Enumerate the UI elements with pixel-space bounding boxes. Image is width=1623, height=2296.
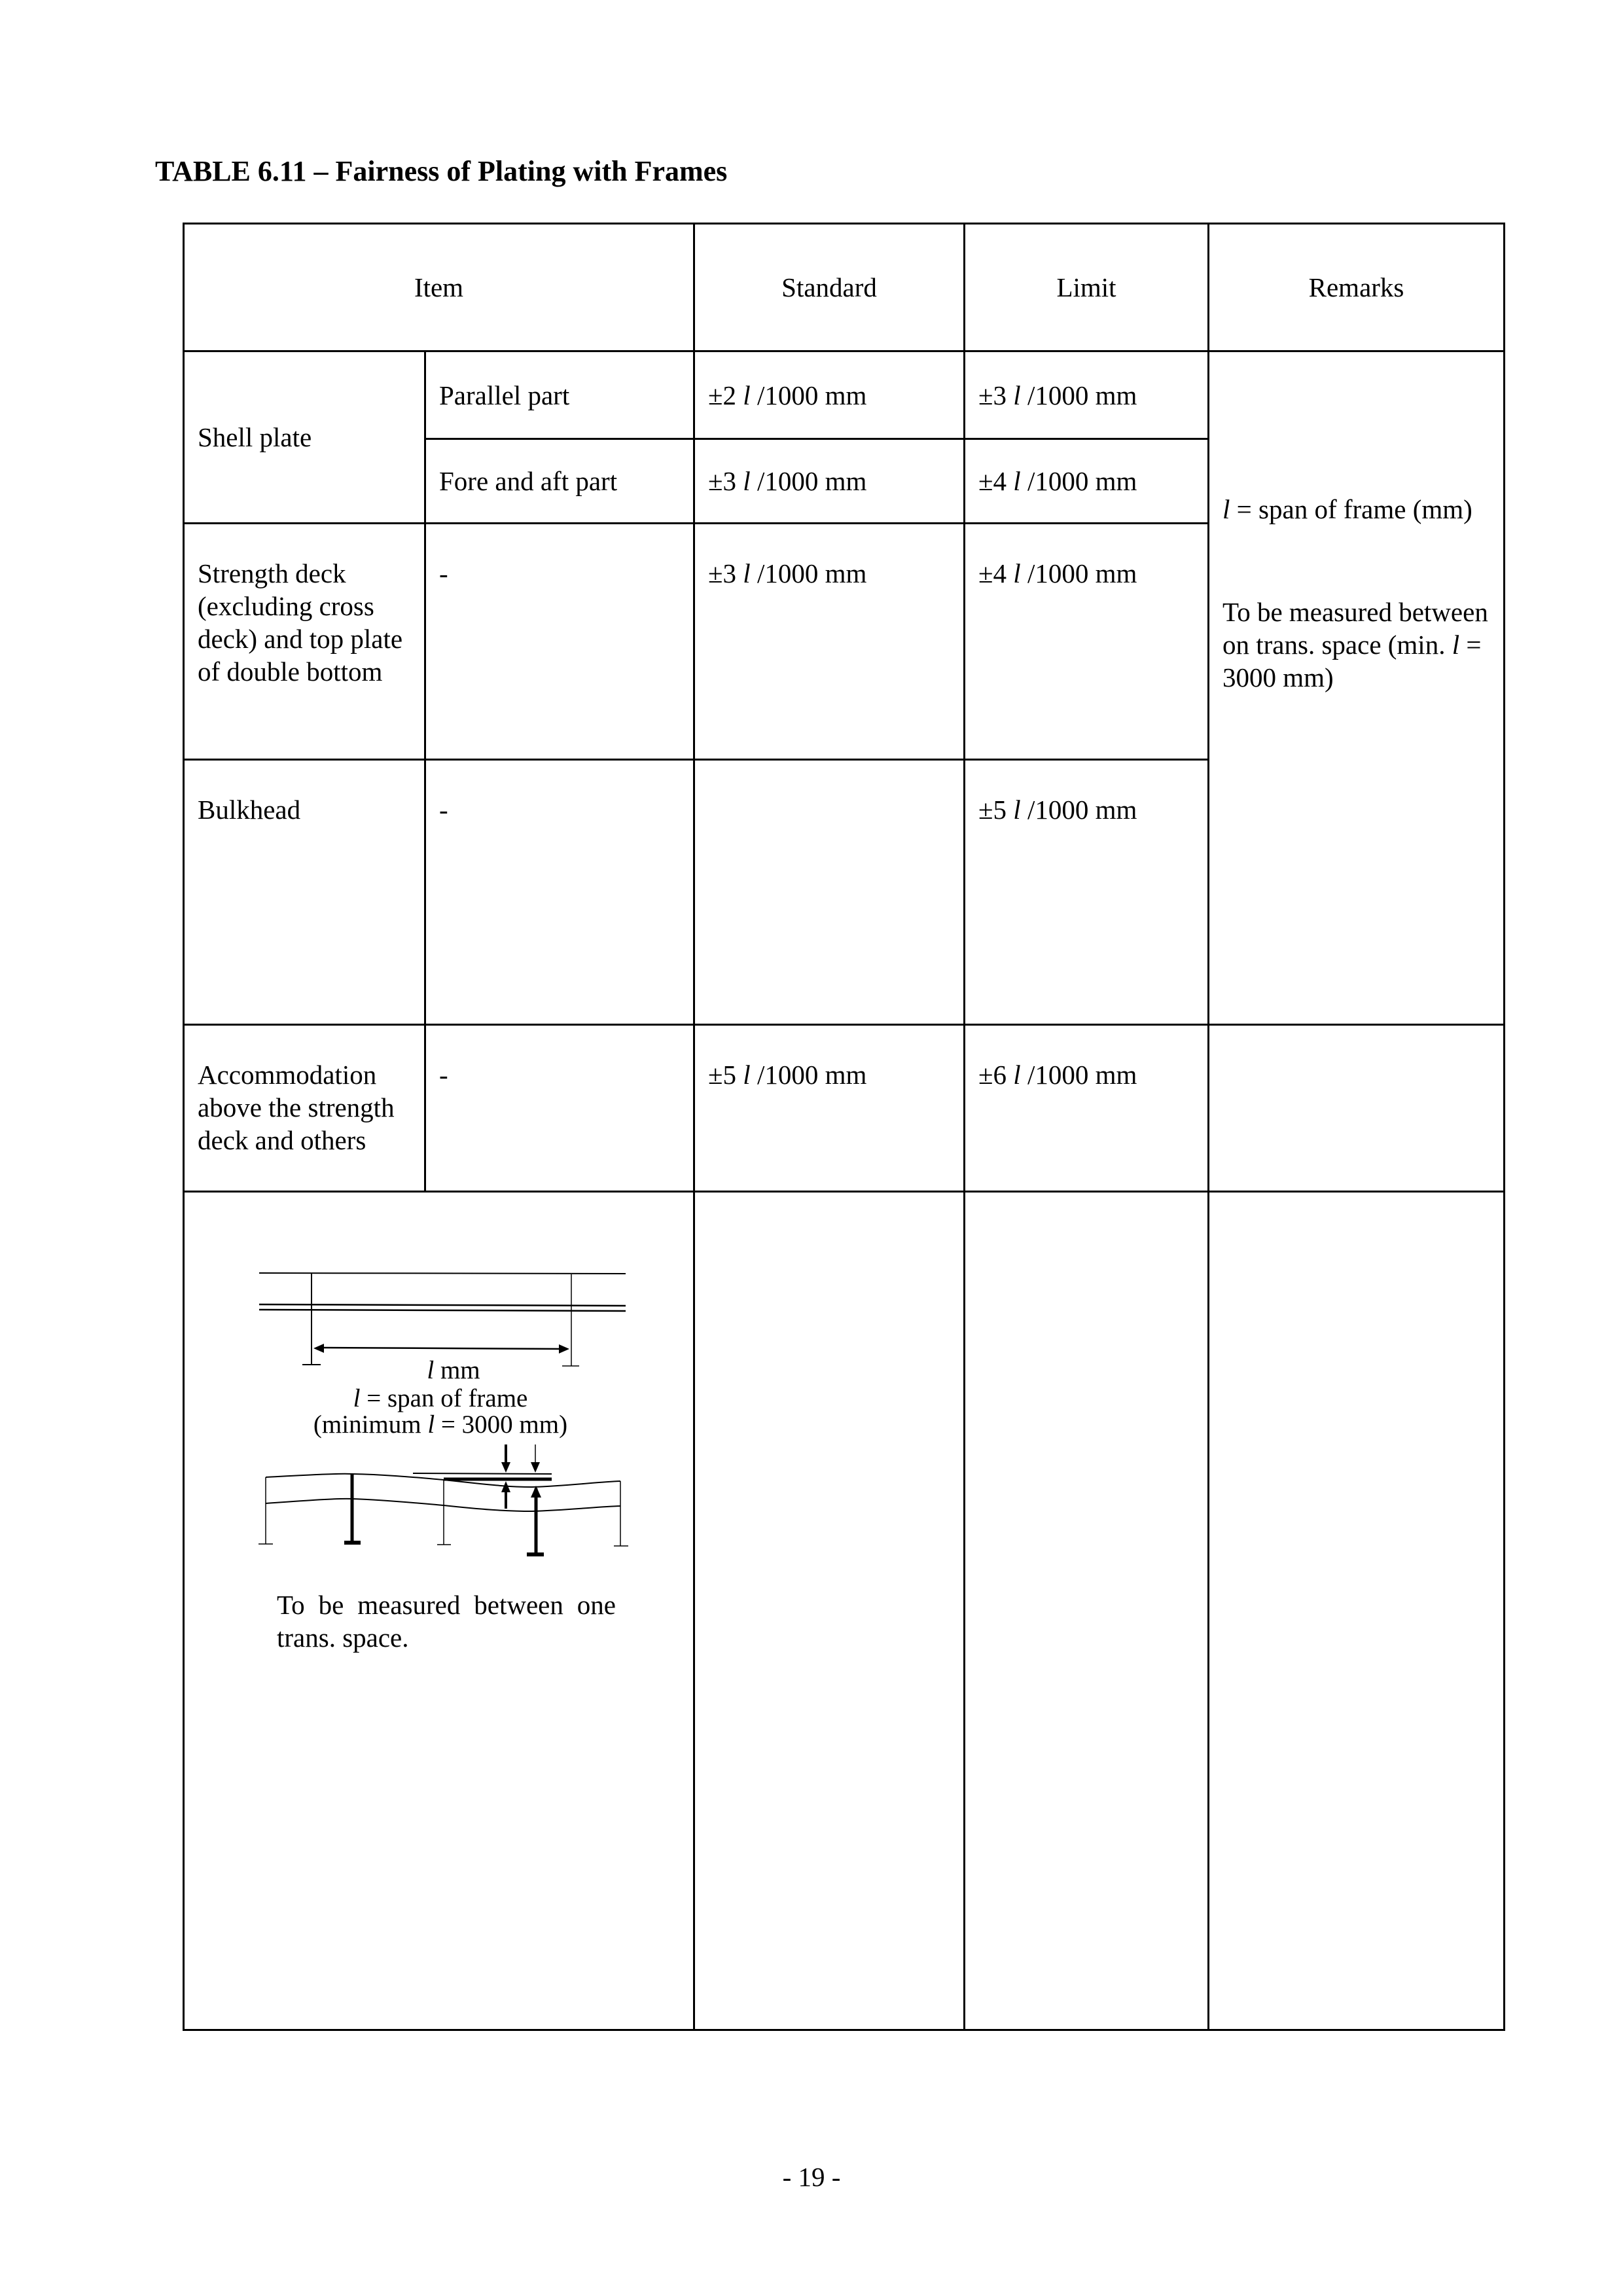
page-number: - 19 - <box>782 2162 841 2192</box>
item-cell: Bulkhead <box>184 760 425 1025</box>
standard-cell: ±5 l /1000 mm <box>694 1025 965 1192</box>
diagram-cell <box>184 1192 694 2030</box>
header-limit: Limit <box>965 224 1209 351</box>
limit-cell: ±3 l /1000 mm <box>965 351 1209 439</box>
limit-cell: ±5 l /1000 mm <box>965 760 1209 1025</box>
sub-item-cell: - <box>425 524 694 760</box>
header-standard: Standard <box>694 224 965 351</box>
sub-item-cell: - <box>425 760 694 1025</box>
remarks-definition: l = span of frame (mm) <box>1222 494 1472 524</box>
item-cell: Strength deck (excluding cross deck) and top plate of double bottom <box>184 524 425 760</box>
empty-cell <box>694 1192 965 2030</box>
item-cell: Accommodation above the strength deck and others <box>184 1025 425 1192</box>
standard-cell: ±2 l /1000 mm <box>694 351 965 439</box>
standard-cell <box>694 760 965 1025</box>
limit-cell: ±6 l /1000 mm <box>965 1025 1209 1192</box>
remarks-cell <box>1209 1025 1505 1192</box>
frame-span-diagram <box>244 1251 637 1566</box>
diagram-note: To be measured between one trans. space. <box>277 1590 616 1653</box>
table-row <box>184 351 1505 439</box>
table-row <box>184 1025 1505 1192</box>
item-cell: Shell plate <box>184 351 425 524</box>
remarks-measure: To be measured between on trans. space (min. l = 3000 mm) <box>1222 597 1488 692</box>
diagram-row <box>184 1192 1505 2030</box>
header-row <box>184 224 1505 351</box>
sub-item-cell: Parallel part <box>425 351 694 439</box>
empty-cell <box>1209 1192 1505 2030</box>
limit-cell: ±4 l /1000 mm <box>965 524 1209 760</box>
empty-cell <box>965 1192 1209 2030</box>
sub-item-cell: Fore and aft part <box>425 439 694 524</box>
header-item: Item <box>184 224 694 351</box>
standard-cell: ±3 l /1000 mm <box>694 524 965 760</box>
diagram-caption-minimum: (minimum l = 3000 mm) <box>313 1410 568 1439</box>
table-title: TABLE 6.11 – Fairness of Plating with Frames <box>155 155 728 187</box>
limit-cell: ±4 l /1000 mm <box>965 439 1209 524</box>
dimension-label: l mm <box>427 1356 480 1384</box>
header-remarks: Remarks <box>1209 224 1505 351</box>
standard-cell: ±3 l /1000 mm <box>694 439 965 524</box>
remarks-cell <box>1209 351 1505 1025</box>
diagram-caption-span: l = span of frame <box>353 1384 528 1412</box>
fairness-table <box>183 223 1505 2031</box>
sub-item-cell: - <box>425 1025 694 1192</box>
